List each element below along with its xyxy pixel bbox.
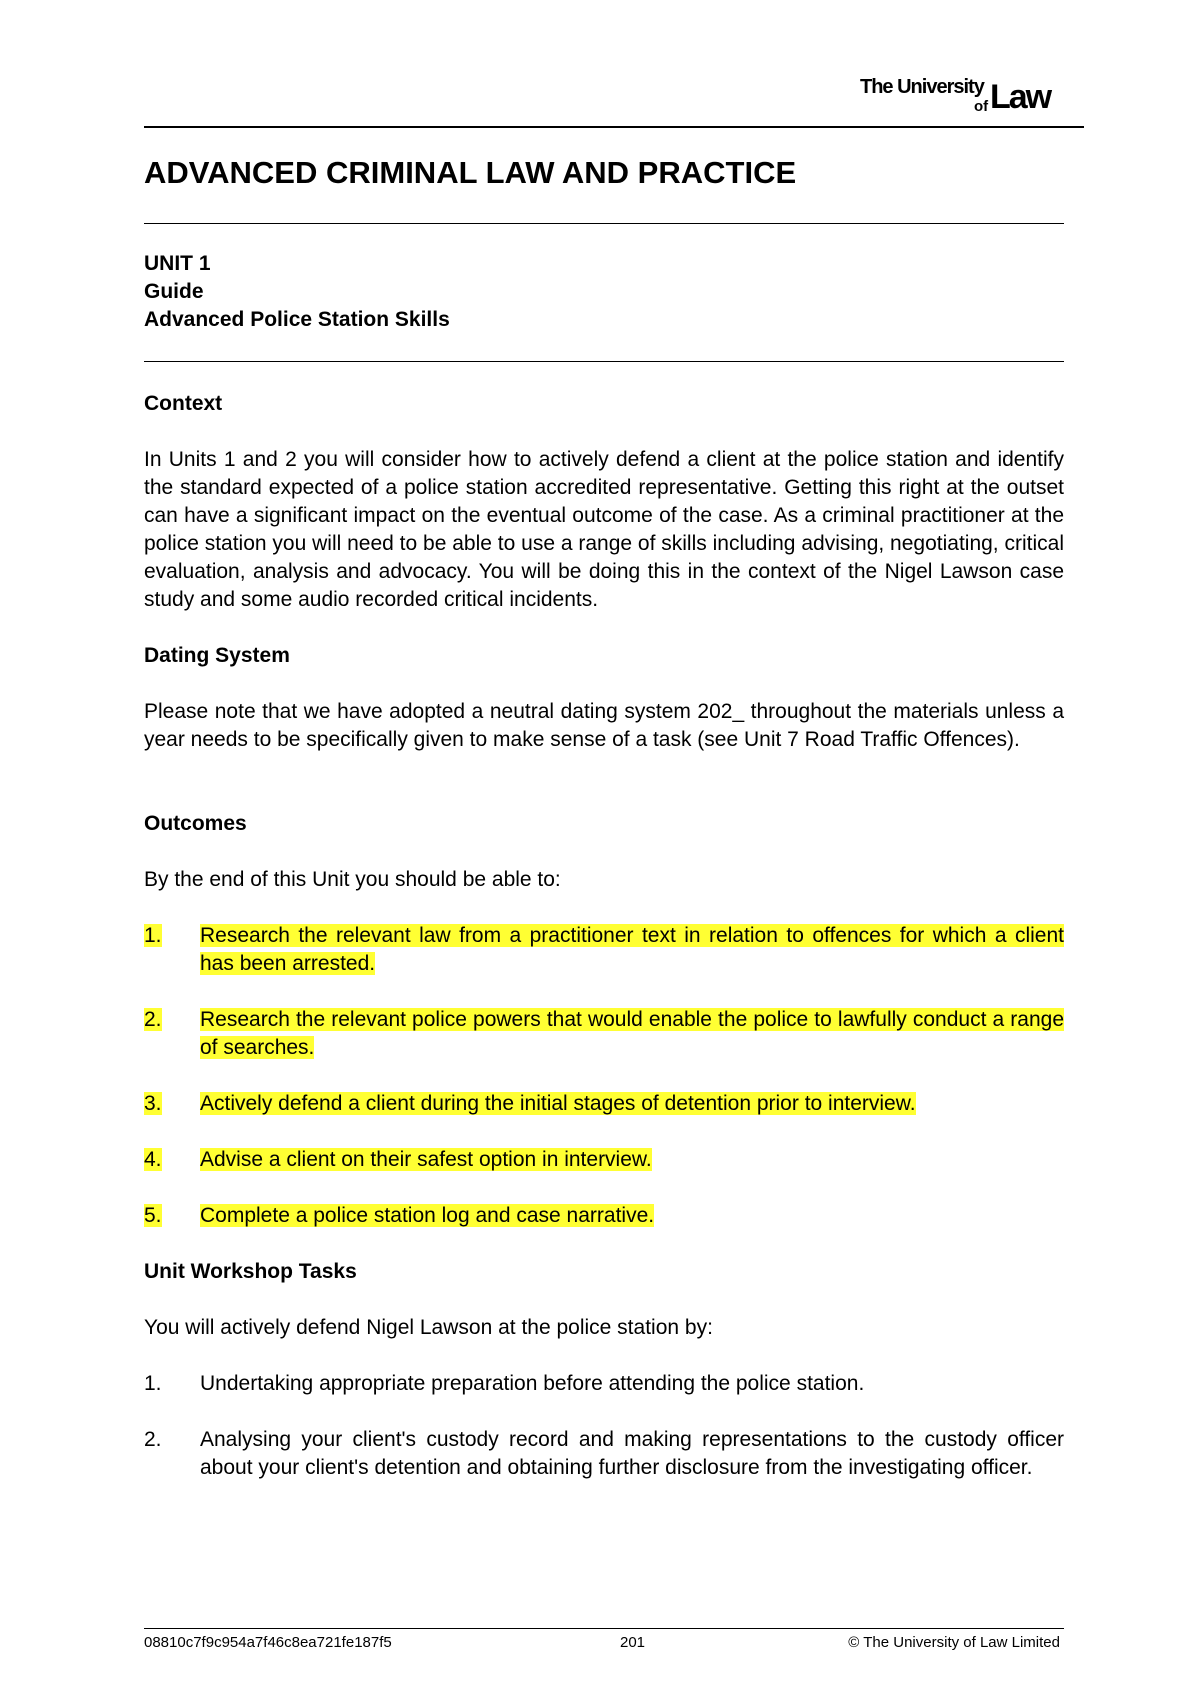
- logo-law: Law: [990, 78, 1051, 116]
- list-item: [144, 1006, 1064, 1062]
- logo-of: of: [974, 98, 989, 115]
- page-footer: [144, 1634, 1060, 1651]
- outcome-number: 5.: [144, 1204, 162, 1227]
- outcome-number: 4.: [144, 1148, 162, 1171]
- outcomes-list: [144, 922, 1064, 1230]
- outcome-number: 1.: [144, 924, 162, 947]
- unit-number: UNIT 1: [144, 252, 211, 275]
- outcome-text: Complete a police station log and case narrative.: [200, 1204, 655, 1227]
- list-item: [144, 1090, 1064, 1118]
- document-body: [144, 390, 1064, 1510]
- university-logo: [860, 74, 1070, 114]
- outcome-text: Actively defend a client during the initial stages of detention prior to interview.: [200, 1092, 916, 1115]
- unit-divider: [144, 361, 1064, 362]
- outcome-text: Advise a client on their safest option in interview.: [200, 1148, 652, 1171]
- tasks-intro: You will actively defend Nigel Lawson at the police station by:: [144, 1316, 713, 1339]
- outcome-number: 2.: [144, 1008, 162, 1031]
- footer-doc-id: 08810c7f9c954a7f46c8ea721fe187f5: [144, 1634, 392, 1651]
- unit-info: [144, 250, 450, 334]
- context-text: In Units 1 and 2 you will consider how to actively defend a client at the police station and identify the standard expected of a police station accredited representative. Getting this right at the outset can have a significant impact on the eventual outcome of the case. As a criminal practitioner at the police station you will need to be able to use a range of skills including advising, negotiating, critical evaluation, analysis and advocacy. You will be doing this in the context of the Nigel Lawson case study and some audio recorded critical incidents.: [144, 448, 1064, 611]
- title-divider: [144, 223, 1064, 224]
- unit-name: Advanced Police Station Skills: [144, 308, 450, 331]
- task-number: 1.: [144, 1372, 162, 1395]
- footer-divider: [144, 1628, 1064, 1629]
- task-text: Undertaking appropriate preparation before attending the police station.: [200, 1372, 865, 1395]
- task-text: Analysing your client's custody record and making representations to the custody officer about your client's detention and obtaining further disclosure from the investigating officer.: [200, 1428, 1064, 1479]
- outcomes-heading: Outcomes: [144, 812, 247, 835]
- dating-text: Please note that we have adopted a neutral dating system 202_ throughout the materials unless a year needs to be specifically given to make sense of a task (see Unit 7 Road Traffic Offences).: [144, 700, 1064, 751]
- list-item: [144, 1202, 1064, 1230]
- page-title: ADVANCED CRIMINAL LAW AND PRACTICE: [144, 155, 797, 190]
- task-number: 2.: [144, 1428, 162, 1451]
- dating-heading: Dating System: [144, 644, 290, 667]
- header-divider: [144, 126, 1084, 128]
- outcomes-intro: By the end of this Unit you should be able to:: [144, 868, 561, 891]
- unit-type: Guide: [144, 280, 204, 303]
- list-item: [144, 1146, 1064, 1174]
- context-heading: Context: [144, 392, 223, 415]
- list-item: [144, 922, 1064, 978]
- tasks-list: [144, 1370, 1064, 1482]
- footer-page-number: 201: [620, 1634, 646, 1651]
- outcome-text: Research the relevant police powers that would enable the police to lawfully conduct a range of searches.: [200, 1008, 1064, 1059]
- footer-copyright: © The University of Law Limited: [848, 1634, 1060, 1651]
- outcome-text: Research the relevant law from a practitioner text in relation to offences for which a client has been arrested.: [200, 924, 1064, 975]
- list-item: [144, 1370, 1064, 1398]
- list-item: [144, 1426, 1064, 1482]
- logo-the-university: The University: [860, 76, 984, 98]
- outcome-number: 3.: [144, 1092, 162, 1115]
- tasks-heading: Unit Workshop Tasks: [144, 1260, 357, 1283]
